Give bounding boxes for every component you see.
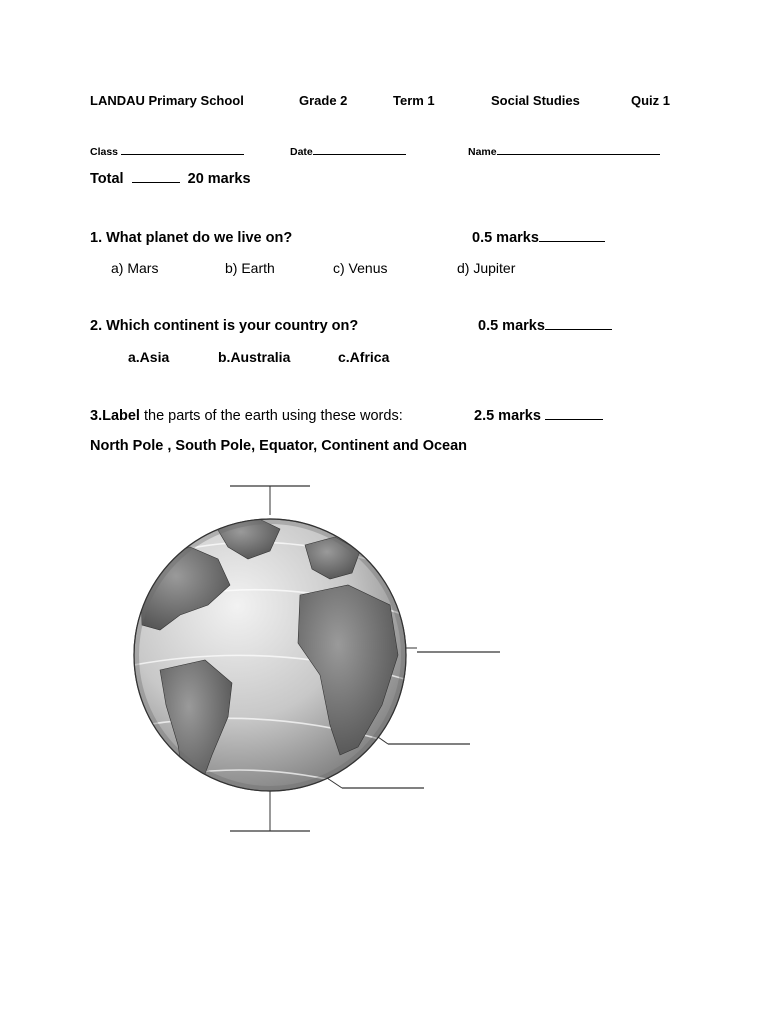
class-label: Class [90, 146, 119, 158]
q1-option-d[interactable]: d) Jupiter [457, 260, 516, 276]
name-field[interactable] [468, 146, 660, 158]
total-blank[interactable] [132, 182, 180, 183]
q3-marks [474, 408, 603, 424]
q3-marks-blank[interactable] [545, 419, 603, 420]
quiz-label: Quiz 1 [631, 93, 671, 108]
q1-marks-label: 0.5 marks [472, 230, 539, 246]
subject-label: Social Studies [491, 93, 580, 108]
date-blank[interactable] [313, 154, 406, 155]
total-row [90, 171, 251, 187]
term-label: Term 1 [393, 93, 435, 108]
q1-option-c[interactable]: c) Venus [333, 260, 388, 276]
class-field[interactable] [90, 146, 244, 158]
q3-word-bank: North Pole , South Pole, Equator, Continent and Ocean [90, 438, 468, 454]
q2-option-b[interactable]: b.Australia [218, 349, 291, 365]
date-field[interactable] [290, 146, 406, 158]
q2-text: 2. Which continent is your country on? [90, 318, 359, 334]
q3-instruction: the parts of the earth using these words: [139, 408, 403, 424]
q1-marks [472, 230, 605, 246]
name-label: Name [468, 146, 497, 158]
name-blank[interactable] [497, 154, 660, 155]
q1-option-a[interactable]: a) Mars [111, 260, 159, 276]
q2-marks-blank[interactable] [545, 329, 612, 330]
q3-text [90, 408, 403, 424]
q2-option-c[interactable]: c.Africa [338, 349, 390, 365]
globe-svg [120, 455, 540, 855]
total-marks: 20 marks [187, 171, 251, 187]
school-name: LANDAU Primary School [90, 93, 244, 108]
globe-diagram [120, 455, 540, 855]
q1-option-b[interactable]: b) Earth [225, 260, 275, 276]
date-label: Date [290, 146, 313, 158]
class-blank[interactable] [121, 154, 244, 155]
q3-number: 3.Label [90, 408, 140, 424]
q1-text: 1. What planet do we live on? [90, 230, 293, 246]
q2-option-a[interactable]: a.Asia [128, 349, 170, 365]
grade-label: Grade 2 [299, 93, 348, 108]
q1-marks-blank[interactable] [539, 241, 605, 242]
q3-marks-label: 2.5 marks [474, 408, 541, 424]
q2-marks [478, 318, 612, 334]
q2-marks-label: 0.5 marks [478, 318, 545, 334]
total-label: Total [90, 171, 124, 187]
